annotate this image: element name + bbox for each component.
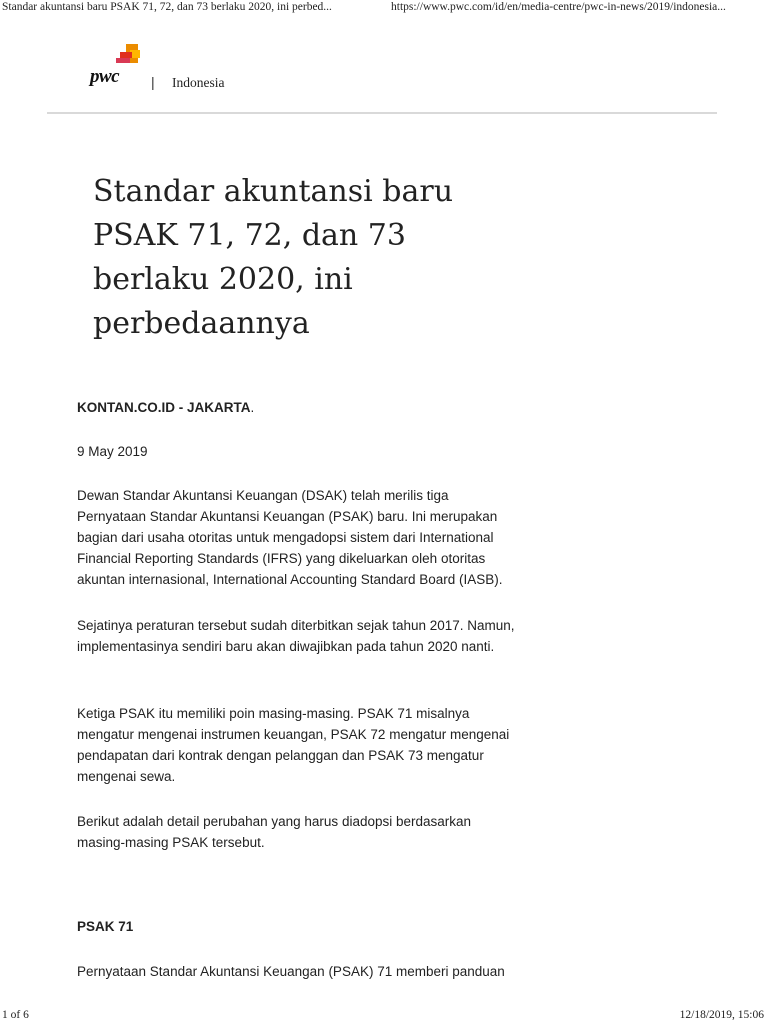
logo-separator: | [151,74,155,90]
paragraph-2: Sejatinya peraturan tersebut sudah diterbitkan sejak tahun 2017. Namun, implementasinya sendiri baru akan diwajibkan pada tahun 2020 nanti. [77,618,515,654]
print-header [0,0,768,16]
section-heading-psak71: PSAK 71 [77,919,134,934]
region-label[interactable]: Indonesia [172,75,225,90]
header-divider [47,112,717,114]
print-datetime: 12/18/2019, 15:06 [679,1009,764,1021]
article-body [77,397,527,979]
print-header-title: Standar akuntansi baru PSAK 71, 72, dan 73 berlaku 2020, ini perbed... [2,1,332,13]
paragraph-3: Ketiga PSAK itu memiliki poin masing-masing. PSAK 71 misalnya mengatur mengenai instrumen keuangan, PSAK 72 mengatur mengenai pendapatan dari kontrak dengan pelanggan dan PSAK 73 mengatur mengenai sewa. [77,706,510,784]
pwc-logo[interactable] [90,44,290,94]
print-header-url: https://www.pwc.com/id/en/media-centre/pwc-in-news/2019/indonesia... [391,1,726,13]
article-date: 9 May 2019 [77,444,148,459]
pwc-logo-mark-icon [116,44,140,64]
section-paragraph: Pernyataan Standar Akuntansi Keuangan (PSAK) 71 memberi panduan [77,964,505,979]
print-footer [0,1009,768,1024]
pwc-logo-text: pwc [90,66,120,87]
dateline-source: KONTAN.CO.ID - JAKARTA [77,400,251,415]
page-number: 1 of 6 [2,1009,29,1021]
dateline-suffix: . [250,400,255,415]
article-title: Standar akuntansi baru PSAK 71, 72, dan 73 berlaku 2020, ini perbedaannya [93,174,454,341]
paragraph-4: Berikut adalah detail perubahan yang harus diadopsi berdasarkan masing-masing PSAK tersebut. [77,814,472,850]
dateline [77,397,527,418]
paragraph-1: Dewan Standar Akuntansi Keuangan (DSAK) telah merilis tiga Pernyataan Standar Akuntansi Keuangan (PSAK) baru. Ini merupakan bagian dari usaha otoritas untuk mengadopsi sistem dari International Financial Reporting Standards (IFRS) yang dikeluarkan oleh otoritas akuntan internasional, International Accounting Standard Board (IASB). [77,488,503,587]
